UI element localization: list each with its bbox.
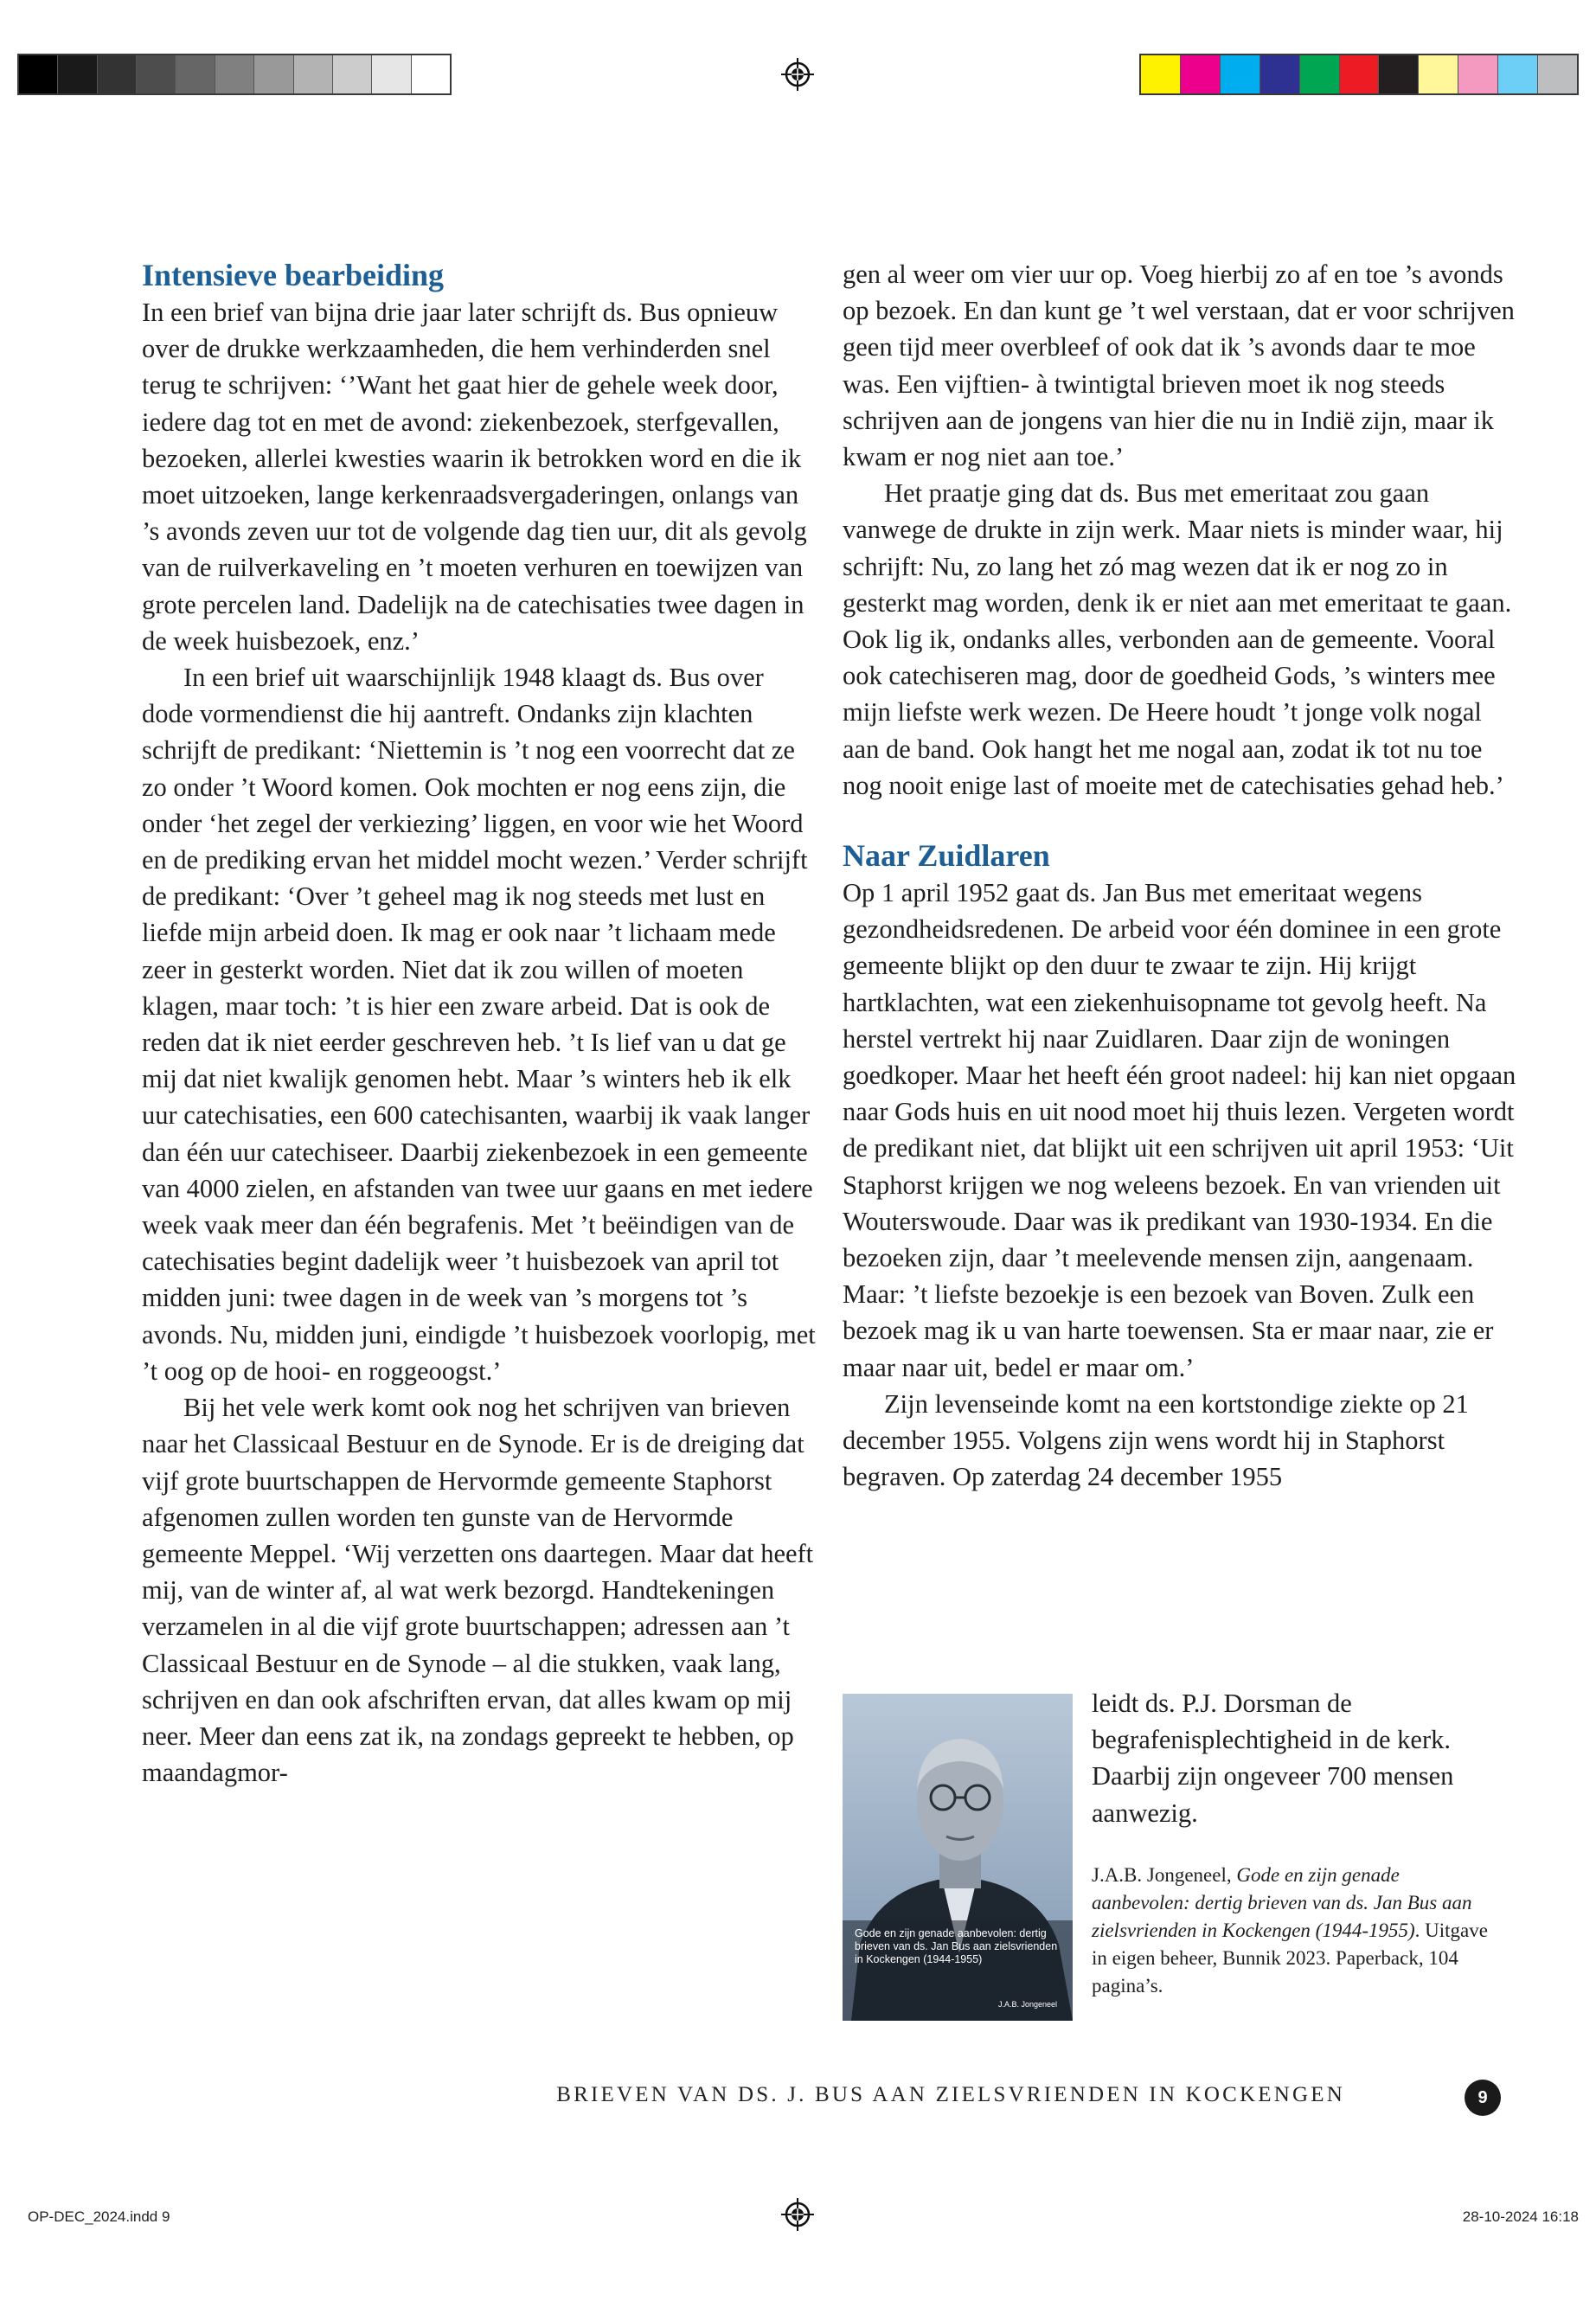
page-number: 9 [1465,2080,1501,2116]
color-swatch [1300,55,1340,93]
gray-swatch [137,55,176,93]
gray-swatch [215,55,254,93]
color-swatch [1419,55,1458,93]
gray-swatch [412,55,450,93]
slug-datetime: 28-10-2024 16:18 [1462,2208,1579,2225]
right-column [843,256,1519,1496]
paragraph: leidt ds. P.J. Dorsman de begrafenisplechtigheid in de kerk. Daarbij zijn ongeveer 700 mensen aanwezig. [1092,1689,1454,1828]
gray-swatch [254,55,293,93]
running-footer-title: BRIEVEN VAN DS. J. BUS AAN ZIELSVRIENDEN IN KOCKENGEN [556,2083,1345,2106]
bibliography-entry [1092,1862,1498,2000]
gray-swatch [19,55,58,93]
registration-mark-icon [781,58,814,91]
biblio-publication-details: . Uitgave in eigen beheer, Bunnik 2023. Paperback, 104 pagina’s. [1092,1920,1488,1997]
grayscale-color-bar [17,54,452,95]
left-column [142,256,818,1791]
color-swatch [1141,55,1181,93]
color-swatch [1260,55,1300,93]
paragraph: Het praatje ging dat ds. Bus met emeritaat zou gaan vanwege de drukte in zijn werk. Maar niets is minder waar, hij schrijft: Nu, zo lang het zó mag wezen dat ik er nog zo in gesterkt mag worden, denk ik er niet aan met emeritaat te gaan. Ook lig ik, ondanks alles, verbonden aan de gemeente. Vooral ook catechiseren mag, door de goedheid Gods, ’s winters mee mijn liefste werk wezen. De Heere houdt ’t jonge volk nogal aan de band. Ook hangt het me nogal aan, zodat ik tot nu toe nog nooit enige last of moeite met de catechisaties gehad heb.’ [843,478,1512,800]
color-swatch [1340,55,1380,93]
book-cover-caption: Gode en zijn genade aanbevolen: dertig brieven van ds. Jan Bus aan zielsvrienden in Kockengen (1944-1955) [855,1927,1058,1965]
gray-swatch [372,55,411,93]
process-color-bar [1139,54,1579,95]
color-swatch [1181,55,1221,93]
book-cover-image [843,1694,1073,2021]
section-heading-intensieve-bearbeiding: Intensieve bearbeiding [142,258,445,292]
paragraph: In een brief van bijna drie jaar later schrijft ds. Bus opnieuw over de drukke werkzaamheden, die hem verhinderden snel terug te schrijven: ‘’Want het gaat hier de gehele week door, iedere dag tot en met de avond: ziekenbezoek, sterfgevallen, bezoeken, allerlei kwesties waarin ik betrokken word en die ik moet uitzoeken, lange kerkenraadsvergaderingen, onlangs van ’s avonds zeven uur tot de volgende dag tien uur, dit als gevolg van de ruilverkaveling en ’t moeten verhuren en toewijzen van grote percelen land. Dadelijk na de catechisaties twee dagen in de week huisbezoek, enz.’ [142,298,807,656]
registration-mark-icon [781,2198,814,2231]
color-swatch [1458,55,1498,93]
paragraph: In een brief uit waarschijnlijk 1948 klaagt ds. Bus over dode vormendienst die hij aantreft. Ondanks zijn klachten schrijft de predikant: ‘Niettemin is ’t nog een voorrecht dat ze zo onder ’t Woord komen. Ook mochten er nog eens zijn, die onder ‘het zegel der verkiezing’ liggen, en voor wie het Woord en de prediking ervan het middel mocht wezen.’ Verder schrijft de predikant: ‘Over ’t geheel mag ik nog steeds met lust en liefde mijn arbeid doen. Ik mag er ook naar ’t lichaam mede zeer in gesterkt worden. Niet dat ik zou willen of moeten klagen, maar toch: ’t is hier een zware arbeid. Dat is ook de reden dat ik niet eerder geschreven heb. ’t Is lief van u dat ge mij dat niet kwalijk genomen hebt. Maar ’s winters heb ik elk uur catechisaties, een 600 catechisanten, waarbij ik vaak langer dan één uur catechiseer. Daarbij ziekenbezoek in een gemeente van 4000 zielen, en afstanden van twee uur gaans en met iedere week vaak meer dan één begrafenis. Met ’t beëindigen van de catechisaties begint dadelijk weer ’t huisbezoek van april tot midden juni: twee dagen in de week van ’s morgens tot ’s avonds. Nu, midden juni, eindigde ’t huisbezoek voorlopig, met ’t oog op de hooi- en roggeoogst.’ [142,663,816,1386]
paragraph: Bij het vele werk komt ook nog het schrijven van brieven naar het Classicaal Bestuur en de Synode. Er is de dreiging dat vijf grote buurtschappen de Hervormde gemeente Staphorst afgenomen zullen worden ten gunste van de Hervormde gemeente Meppel. ‘Wij verzetten ons daartegen. Maar dat heeft mij, van de winter af, al wat werk bezorgd. Handtekeningen verzamelen in al die vijf grote buurtschappen; adressen aan ’t Classicaal Bestuur en de Synode – al die stukken, vaak lang, schrijven en dan ook afschriften ervan, dat alles kwam op mij neer. Meer dan eens zat ik, na zondags gepreekt te hebben, op maandagmor- [142,1393,814,1788]
gray-swatch [294,55,333,93]
gray-swatch [98,55,137,93]
biblio-author: J.A.B. Jongeneel, [1092,1864,1232,1886]
wrapped-text [1092,1685,1507,1831]
portrait-illustration [843,1694,1073,2021]
gray-swatch [176,55,215,93]
gray-swatch [58,55,97,93]
biblio-title: Gode en zijn genade aanbevolen: dertig brieven van ds. Jan Bus aan zielsvrienden in Kockengen (1944-1955) [1092,1864,1472,1941]
color-swatch [1498,55,1538,93]
color-swatch [1379,55,1419,93]
color-swatch [1221,55,1260,93]
paragraph: gen al weer om vier uur op. Voeg hierbij zo af en toe ’s avonds op bezoek. En dan kunt ge ’t wel verstaan, dat er voor schrijven geen tijd meer overbleef of ook dat ik ’s avonds daar te moe was. Een vijftien- à twintigtal brieven moet ik nog steeds schrijven aan de jongens van hier die nu in Indië zijn, maar ik kwam er nog niet aan toe.’ [843,260,1515,472]
paragraph: Op 1 april 1952 gaat ds. Jan Bus met emeritaat wegens gezondheidsredenen. De arbeid voor één dominee in een grote gemeente blijkt op den duur te zwaar te zijn. Hij krijgt hartklachten, wat een ziekenhuisopname tot gevolg heeft. Na herstel vertrekt hij naar Zuidlaren. Daar zijn de woningen goedkoper. Maar het heeft één groot nadeel: hij kan niet opgaan naar Gods huis en uit nood moet hij thuis lezen. Vergeten wordt de predikant niet, dat blijkt uit een schrijven uit april 1953: ‘Uit Staphorst krijgen we nog weleens bezoek. En van vrienden uit Wouterswoude. Daar was ik predikant van 1930-1934. En die bezoeken zijn, daar ’t meelevende mensen zijn, aangenaam. Maar: ’t liefste bezoekje is een bezoek van Boven. Zulk een bezoek mag ik u van harte toewensen. Sta er maar naar, zie er maar naar uit, bedel er maar om.’ [843,878,1516,1382]
section-heading-naar-zuidlaren: Naar Zuidlaren [843,838,1050,874]
paragraph: Zijn levenseinde komt na een kortstondige ziekte op 21 december 1955. Volgens zijn wens wordt hij in Staphorst begraven. Op zaterdag 24 december 1955 [843,1388,1469,1492]
color-swatch [1538,55,1577,93]
book-cover-author: J.A.B. Jongeneel [997,2000,1057,2009]
gray-swatch [333,55,372,93]
slug-filename: OP-DEC_2024.indd 9 [28,2208,170,2225]
